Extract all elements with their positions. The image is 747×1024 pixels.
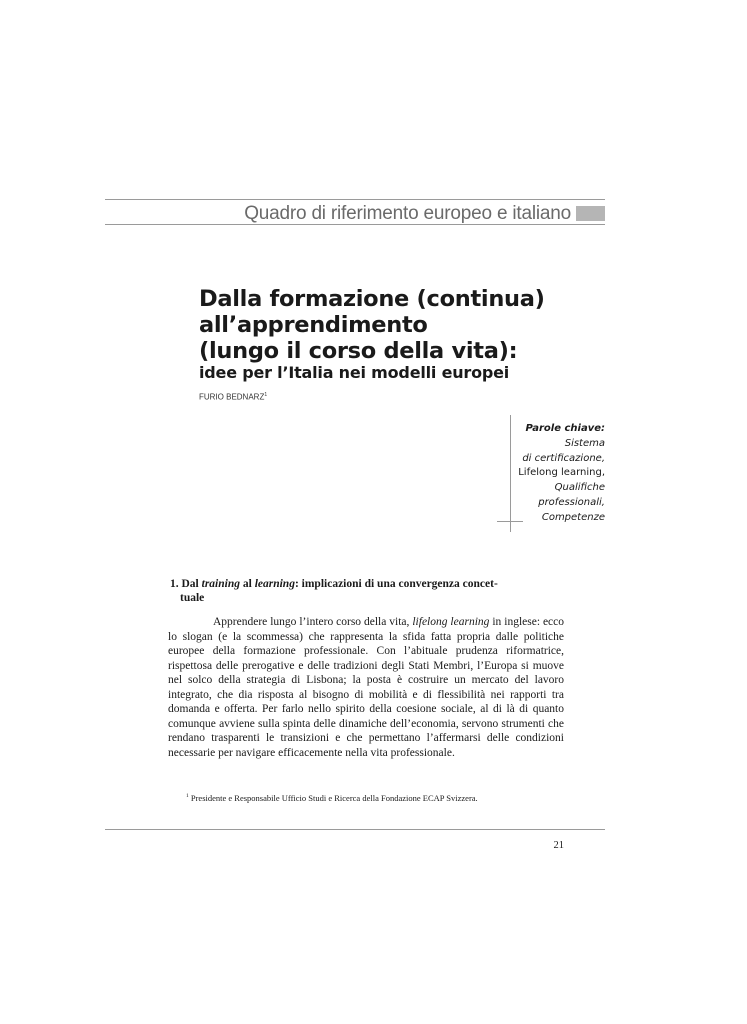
keyword-line: professionali, bbox=[538, 496, 605, 508]
body-paragraph bbox=[168, 615, 564, 760]
author-name bbox=[199, 392, 267, 402]
section-heading bbox=[170, 577, 580, 605]
title-line: all’apprendimento bbox=[199, 312, 428, 338]
paragraph-text: Apprendere lungo l’intero corso della vita, bbox=[213, 616, 410, 628]
footnote bbox=[186, 793, 478, 803]
section-title: Quadro di riferimento europeo e italiano bbox=[244, 203, 571, 224]
heading-word: Dal bbox=[181, 578, 199, 590]
keyword-line: Sistema bbox=[564, 437, 605, 449]
paragraph-text: in inglese: ecco lo slogan (e la scommessa) che rappresenta la sfida fatta propria dalle politiche europee della formazione professionale. Con l’abituale prudenza riformatrice, rispettosa delle prerogative e delle tradizioni degli Stati Membri, l’Europa si muove nel solco della strategia di Lisbona; la posta è costruire un mercato del lavoro integrato, che dia risposta al bisogno di mobilità e di flessibilità nei rapporti tra domanda e offerta. Per farlo nello spirito della coesione sociale, al di là di quanto comunque avviene sulla spinta delle dinamiche dell’economia, servono strumenti che rendano trasparenti le transizioni e che permettano l’affermarsi delle condizioni necessarie per navigare efficacemente nella vita professionale. bbox=[168, 616, 565, 759]
author-text: FURIO BEDNARZ bbox=[199, 392, 265, 402]
keywords-label: Parole chiave: bbox=[525, 423, 605, 434]
keyword-line: Lifelong learning, bbox=[518, 467, 605, 479]
author-footnote-mark: 1 bbox=[264, 392, 268, 398]
title-line: Dalla formazione (continua) bbox=[199, 286, 545, 312]
heading-number: 1. bbox=[170, 578, 179, 590]
keyword-line: di certificazione, bbox=[522, 452, 605, 464]
header-accent-box bbox=[576, 206, 605, 221]
heading-term-training: training bbox=[201, 578, 240, 590]
title-line: (lungo il corso della vita): bbox=[199, 338, 518, 364]
footer-rule bbox=[105, 829, 605, 830]
article-title bbox=[199, 286, 545, 364]
paragraph-italic-term: lifelong learning bbox=[412, 616, 490, 628]
heading-term-learning: learning bbox=[254, 578, 295, 590]
heading-rest: : implicazioni di una convergenza concet- bbox=[294, 578, 498, 590]
heading-continuation: tuale bbox=[180, 592, 205, 604]
header-rule-top bbox=[105, 199, 605, 200]
footnote-mark: 1 bbox=[186, 793, 189, 800]
keyword-line: Competenze bbox=[541, 511, 605, 523]
footnote-text: Presidente e Responsabile Ufficio Studi e Ricerca della Fondazione ECAP Svizzera. bbox=[190, 793, 478, 803]
page-number: 21 bbox=[553, 840, 564, 851]
keyword-line: Qualifiche bbox=[554, 482, 605, 494]
article-subtitle: idee per l’Italia nei modelli europei bbox=[199, 363, 510, 382]
heading-word: al bbox=[242, 578, 252, 590]
header-rule-bottom bbox=[105, 224, 605, 225]
keywords-box bbox=[470, 422, 605, 526]
